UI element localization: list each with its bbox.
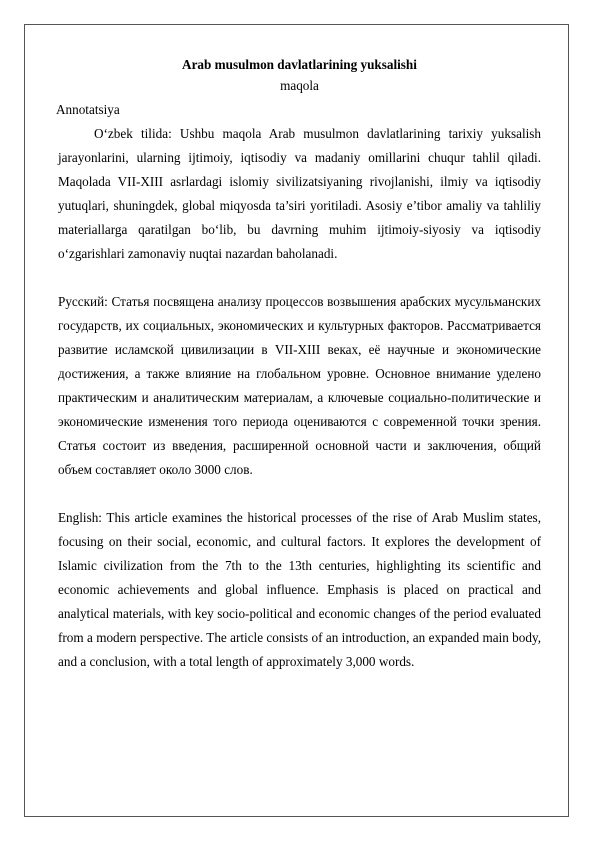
paragraph-spacer: [58, 266, 541, 290]
abstract-uzbek: O‘zbek tilida: Ushbu maqola Arab musulmon davlatlarining tarixiy yuksalish jarayonlarini, ularning ijtimoiy, iqtisodiy va madaniy omillarini chuqur tahlil qiladi. Maqolada VII-XIII asrlardagi islomiy sivilizatsiyaning rivojlanishi, ilmiy va iqtisodiy yutuqlari, shuningdek, global miqyosda ta’siri yoritiladi. Asosiy e’tibor amaliy va tahliliy materiallarga qaratilgan bo‘lib, bu davrning muhim ijtimoiy-siyosiy va iqtisodiy o‘zgarishlari zamonaviy nuqtai nazardan baholanadi.: [58, 126, 541, 261]
abstract-english: English: This article examines the historical processes of the rise of Arab Muslim states, focusing on their social, economic, and cultural factors. It explores the development of Islamic civilization from the 7th to the 13th centuries, highlighting its scientific and economic achievements and global influence. Emphasis is placed on practical and analytical materials, with key socio-political and economic changes of the period evaluated from a modern perspective. The article consists of an introduction, an expanded main body, and a conclusion, with a total length of approximately 3,000 words.: [58, 510, 541, 669]
document-subtitle: maqola: [280, 78, 319, 93]
document-title: Arab musulmon davlatlarining yuksalishi: [182, 57, 417, 72]
annotation-heading: Annotatsiya: [56, 102, 120, 117]
abstract-russian: Русский: Статья посвящена анализу процессов возвышения арабских мусульманских государств, их социальных, экономических и культурных факторов. Рассматривается развитие исламской цивилизации в VII-XIII веках, её научные и экономические достижения, а также влияние на глобальном уровне. Основное внимание уделено практическим и аналитическим материалам, а ключевые социально-политические и экономические изменения того периода оцениваются с современной точки зрения. Статья состоит из введения, расширенной основной части и заключения, общий объем составляет около 3000 слов.: [58, 294, 541, 477]
document-body: [58, 56, 541, 674]
paragraph-spacer: [58, 482, 541, 506]
